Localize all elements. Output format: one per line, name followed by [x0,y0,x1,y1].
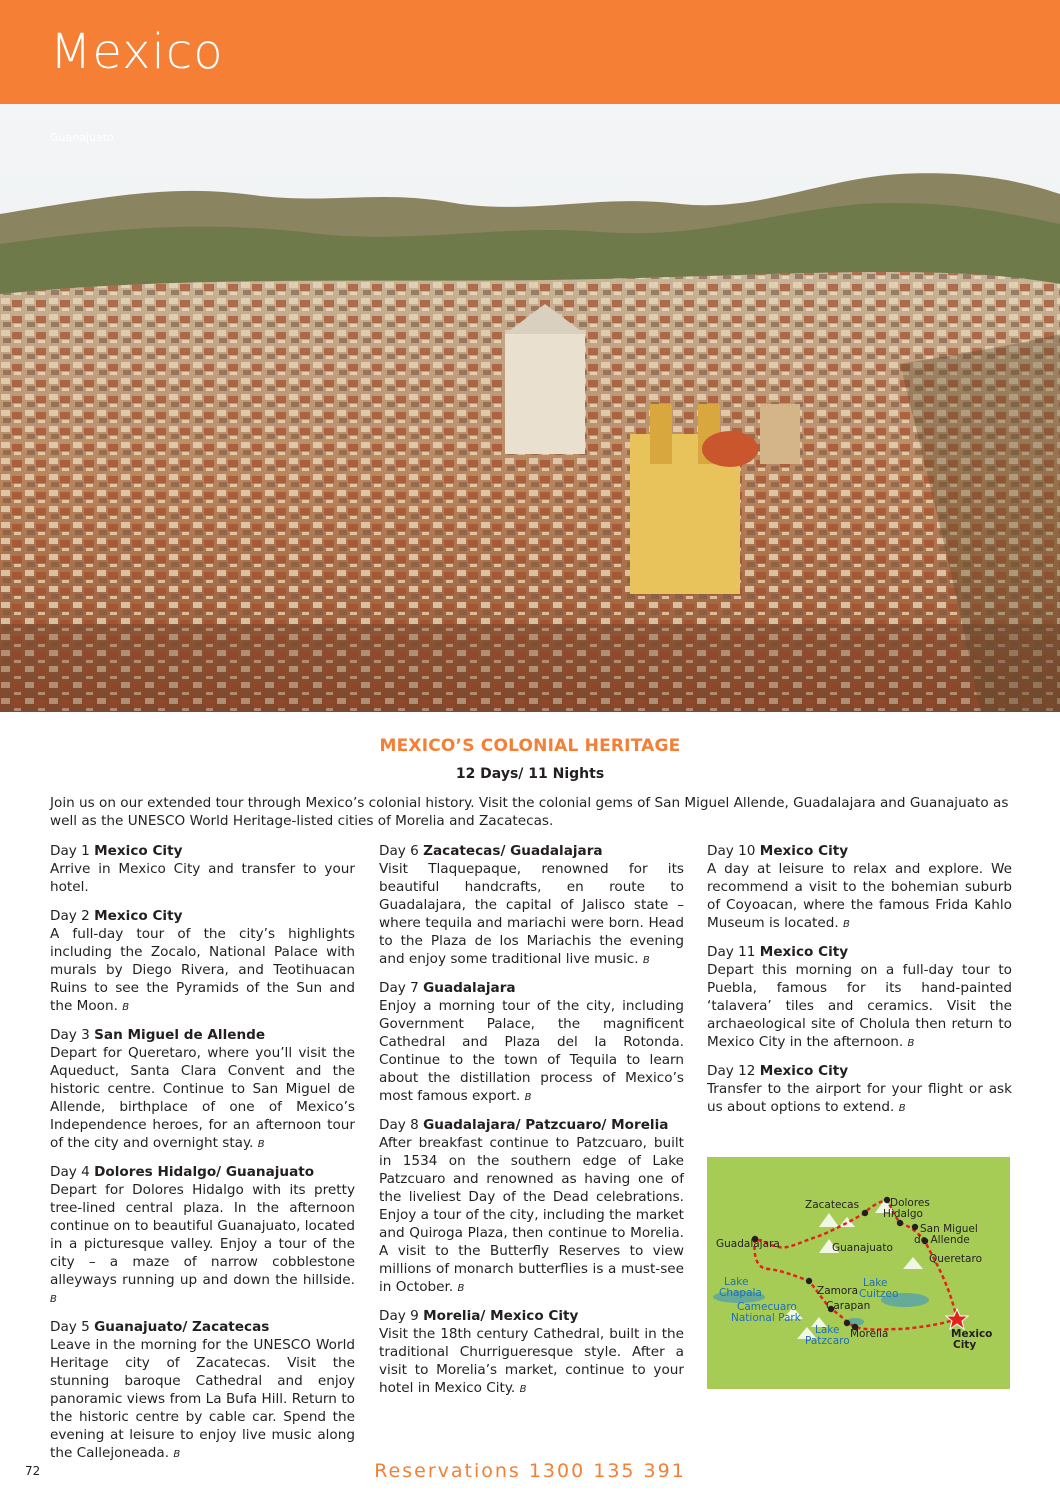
day-number: Day 1 [50,843,90,859]
day-number: Day 3 [50,1027,90,1043]
itinerary-day [707,1062,1012,1118]
day-location: Mexico City [759,1063,849,1079]
day-location: Zacatecas/ Guadalajara [423,843,603,859]
day-number: Day 2 [50,908,90,924]
meal-code: B [642,955,650,966]
day-description: Arrive in Mexico City and transfer to your hotel. [50,861,355,895]
day-description: Depart for Dolores Hidalgo with its pretty tree-lined central plaza. In the afternoon continue on to beautiful Guanajuato, located in a picturesque valley. Enjoy a tour of the city – a maze of narrow cobblestone alleyways running up and down the hillside. [50,1182,355,1288]
day-number: Day 6 [379,843,419,859]
tour-intro: Join us on our extended tour through Mexico’s colonial history. Visit the colonial gems of San Miguel Allende, Guadalajara and Guanajuato as well as the UNESCO World Heritage-listed cities of Morelia and Zacatecas. [50,795,1009,829]
day-location: Guadalajara [423,980,516,996]
itinerary-column-3 [707,842,1012,1127]
day-description: Depart for Queretaro, where you’ll visit the Aqueduct, Santa Clara Convent and the historic centre. Continue to San Miguel de Allende, birthplace of one of Mexico’s Independence heroes, for an afternoon tour of the city and overnight stay. [50,1045,355,1151]
map-label-hidalgo: Hidalgo [883,1208,923,1220]
itinerary-day [379,1116,684,1298]
map-label-camecuaro-1: Camecuaro [737,1301,797,1313]
day-location: Dolores Hidalgo/ Guanajuato [94,1164,315,1180]
meal-code: B [519,1384,527,1395]
map-label-zamora: Zamora [817,1285,859,1297]
page-header [0,0,1060,104]
day-location: Morelia/ Mexico City [423,1308,579,1324]
day-location: Mexico City [94,843,183,859]
meal-code: B [524,1092,532,1103]
day-number: Day 12 [707,1063,756,1079]
itinerary-day [379,979,684,1107]
itinerary-day [50,1163,355,1309]
map-label-guadalajara: Guadalajara [716,1238,780,1250]
day-description: Visit Tlaquepaque, renowned for its beautiful handcrafts, en route to Guadalajara, the capital of Jalisco state – where tequila and mariachi were born. Head to the Plaza de los Mariachis the evening and enjoy some traditional live music. [379,861,684,967]
map-label-lake-cuitzeo-2: Cuitzeo [859,1288,899,1300]
day-number: Day 5 [50,1319,90,1335]
day-description: Enjoy a morning tour of the city, including Government Palace, the magnificent Cathedral and Plaza del la Rotonda. Continue to the town of Tequila to learn about the distillation process of Mexico’s most famous export. [379,998,684,1104]
meal-code: B [122,1002,130,1013]
route-map [707,1157,1010,1389]
day-description: A day at leisure to relax and explore. We recommend a visit to the bohemian suburb of Coyoacan, where the famous Frida Kahlo Museum is located. [707,861,1012,931]
day-description: After breakfast continue to Patzcuaro, built in 1534 on the southern edge of Lake Patzcuaro and renowned as having one of the liveliest Day of the Dead celebrations. Enjoy a tour of the city, including the market and Quiroga Plaza, then continue to Morelia. A visit to the Butterfly Reserves to view millions of monarch butterflies is a must-see in October. [379,1135,684,1295]
itinerary-column-1 [50,842,355,1473]
day-location: San Miguel de Allende [94,1027,266,1043]
map-label-mexico: Mexico [951,1328,993,1340]
meal-code: B [898,1103,906,1114]
day-number: Day 7 [379,980,419,996]
day-description: Leave in the morning for the UNESCO World Heritage city of Zacatecas. Visit the stunning baroque Cathedral and enjoy panoramic views from La Bufa Hill. Return to the historic centre by cable car. Spend the evening at leisure to enjoy live music along the Callejoneada. [50,1337,355,1461]
map-label-dolores: Dolores [890,1197,930,1209]
day-location: Mexico City [759,944,849,960]
map-label-camecuaro-2: National Park [731,1312,801,1324]
page-title: Mexico [50,24,224,80]
day-description: Transfer to the airport for your flight or ask us about options to extend. [707,1081,1012,1115]
meal-code: B [457,1283,465,1294]
map-label-city: City [953,1339,977,1351]
itinerary-day [50,1318,355,1464]
itinerary-day [50,1026,355,1154]
day-location: Guadalajara/ Patzcuaro/ Morelia [423,1117,669,1133]
photo-caption: Guanajuato [50,131,114,144]
itinerary-day [379,842,684,970]
map-label-san-miguel: San Miguel [920,1223,978,1235]
map-label-guanajuato: Guanajuato [832,1242,893,1254]
day-location: Mexico City [759,843,849,859]
map-label-queretaro: Queretaro [929,1253,982,1265]
map-label-lake-chapala-2: Chapala [719,1287,762,1299]
day-number: Day 9 [379,1308,419,1324]
day-description: Visit the 18th century Cathedral, built in the traditional Churrigueresque style. After a visit to Morelia’s market, continue to your hotel in Mexico City. [379,1326,684,1396]
day-location: Guanajuato/ Zacatecas [94,1319,270,1335]
meal-code: B [907,1038,915,1049]
map-label-lake-patzcaro-2: Patzcaro [805,1335,850,1347]
tour-title: MEXICO’S COLONIAL HERITAGE [379,736,681,756]
itinerary-column-2 [379,842,684,1408]
day-number: Day 11 [707,944,756,960]
day-number: Day 8 [379,1117,419,1133]
guanajuato-photo [0,104,1060,712]
map-label-morelia: Morelia [850,1328,889,1340]
map-label-de-allende: de Allende [914,1234,970,1246]
day-number: Day 4 [50,1164,90,1180]
itinerary-day [379,1307,684,1399]
map-label-carapan: Carapan [826,1300,871,1312]
map-label-lake-chapala-1: Lake [724,1276,749,1288]
itinerary-day [707,943,1012,1053]
day-description: A full-day tour of the city’s highlights including the Zocalo, National Palace with murals by Diego Rivera, and Teotihuacan Ruins to see the Pyramids of the Sun and the Moon. [50,926,355,1014]
day-location: Mexico City [94,908,183,924]
meal-code: B [50,1294,57,1305]
meal-code: B [843,919,850,930]
map-label-lake-patzcaro-1: Lake [815,1324,840,1336]
itinerary-day [50,842,355,898]
tour-duration: 12 Days/ 11 Nights [455,766,605,782]
meal-code: B [257,1139,265,1150]
itinerary-day [50,907,355,1017]
day-number: Day 10 [707,843,756,859]
page-number: 72 [25,1464,41,1478]
map-label-lake-cuitzeo-1: Lake [863,1277,888,1289]
meal-code: B [173,1449,181,1460]
map-label-zacatecas: Zacatecas [805,1199,860,1211]
day-description: Depart this morning on a full-day tour to Puebla, famous for its hand-painted ‘talavera’ tiles and ceramics. Visit the archaeological site of Cholula then return to Mexico City in the afternoon. [707,962,1012,1050]
itinerary-day [707,842,1012,934]
reservations-footer: Reservations 1300 135 391 [374,1460,686,1482]
